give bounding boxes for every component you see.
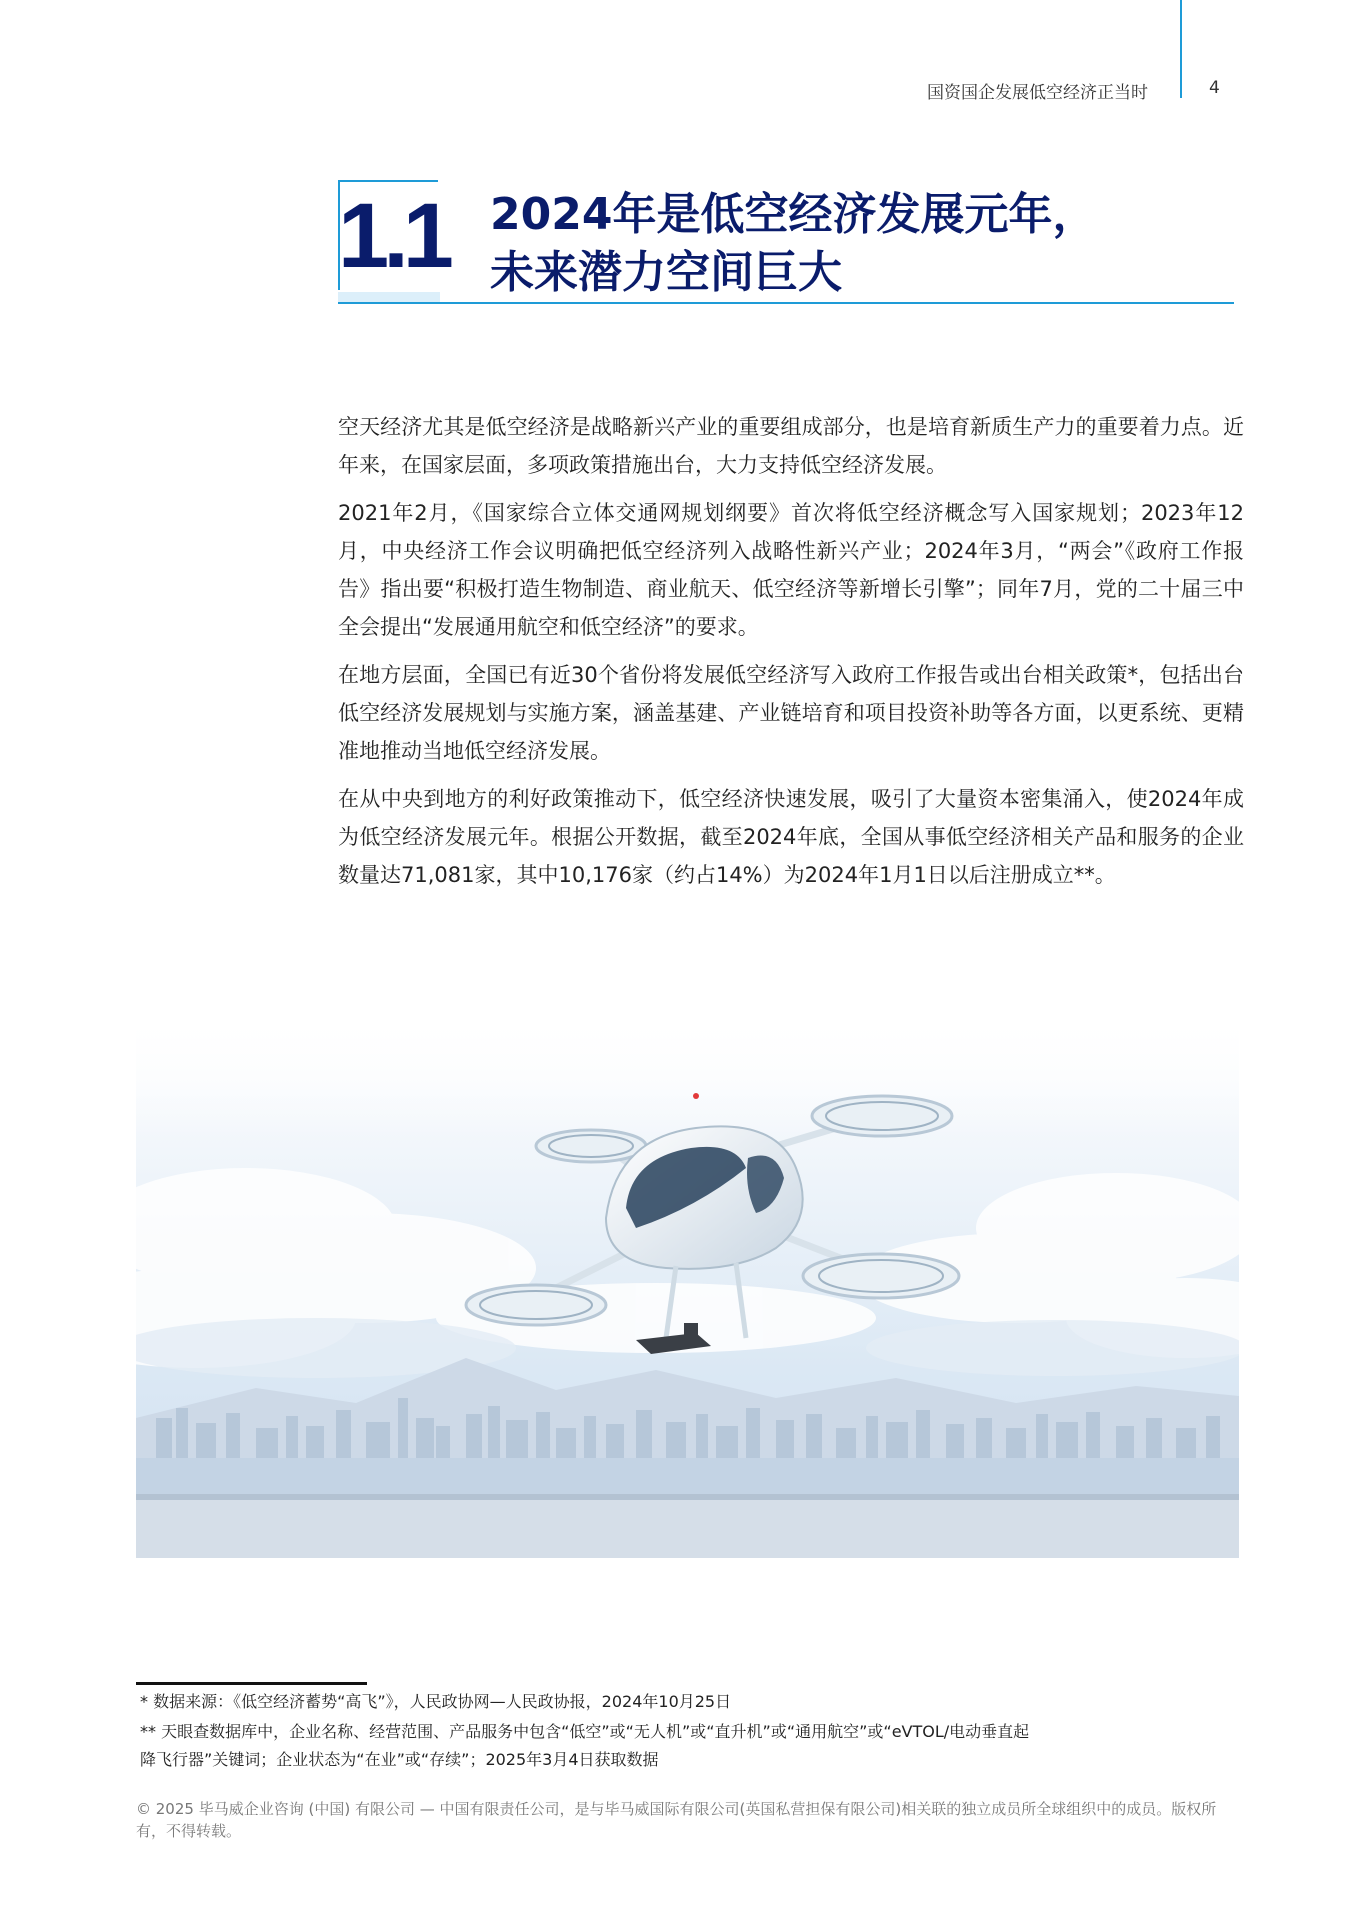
evtol-aircraft-over-city-image <box>136 1018 1239 1558</box>
paragraph: 在地方层面，全国已有近30个省份将发展低空经济写入政府工作报告或出台相关政策*，包括出台低空经济发展规划与实施方案，涵盖基建、产业链培育和项目投资补助等各方面，以更系统、更精准地推动当地低空经济发展。 <box>338 663 1244 763</box>
footnote-2-line-1: ** 天眼查数据库中，企业名称、经营范围、产品服务中包含“低空”或“无人机”或“直升机”或“通用航空”或“eVTOL/电动垂直起 <box>140 1722 1030 1741</box>
section-number: 1.1 <box>338 185 448 287</box>
rooftop-edge <box>136 1494 1239 1500</box>
section-title-line-1: 2024年是低空经济发展元年， <box>490 189 1097 240</box>
evtol-illustration <box>136 1018 1239 1558</box>
paragraph: 在从中央到地方的利好政策推动下，低空经济快速发展，吸引了大量资本密集涌入，使2024年成为低空经济发展元年。根据公开数据，截至2024年底，全国从事低空经济相关产品和服务的企业数量达71,081家，其中10,176家（约占14%）为2024年1月1日以后注册成立**。 <box>338 787 1244 887</box>
page-number: 4 <box>1209 78 1220 98</box>
footnote-rule <box>136 1682 367 1685</box>
copyright-notice: © 2025 毕马威企业咨询 (中国) 有限公司 — 中国有限责任公司，是与毕马威国际有限公司(英国私营担保有限公司)相关联的独立成员所全球组织中的成员。版权所有，不得转载。 <box>136 1800 1217 1840</box>
header-accent-rule <box>1180 0 1182 98</box>
body-text <box>338 408 1244 904</box>
section-title-line-2: 未来潜力空间巨大 <box>490 247 842 298</box>
sky-haze <box>136 1018 1239 1138</box>
section-title-rule <box>338 302 1234 304</box>
running-title: 国资国企发展低空经济正当时 <box>927 83 1148 103</box>
section-number-shadow <box>338 292 440 302</box>
footnote-1: * 数据来源：《低空经济蓄势“高飞”》，人民政协网—人民政协报，2024年10月25日 <box>140 1692 732 1711</box>
paragraph: 2021年2月，《国家综合立体交通网规划纲要》首次将低空经济概念写入国家规划；2023年12月，中央经济工作会议明确把低空经济列入战略性新兴产业；2024年3月，“两会”《政府工作报告》指出要“积极打造生物制造、商业航天、低空经济等新增长引擎”；同年7月，党的二十届三中全会提出“发展通用航空和低空经济”的要求。 <box>338 501 1244 639</box>
section-title <box>490 186 1250 302</box>
rooftop <box>136 1496 1239 1558</box>
footnote-2-line-2: 降飞行器”关键词；企业状态为“在业”或“存续”；2025年3月4日获取数据 <box>140 1750 659 1769</box>
city-base <box>136 1458 1239 1498</box>
paragraph: 空天经济尤其是低空经济是战略新兴产业的重要组成部分，也是培育新质生产力的重要着力点。近年来，在国家层面，多项政策措施出台，大力支持低空经济发展。 <box>338 415 1244 477</box>
